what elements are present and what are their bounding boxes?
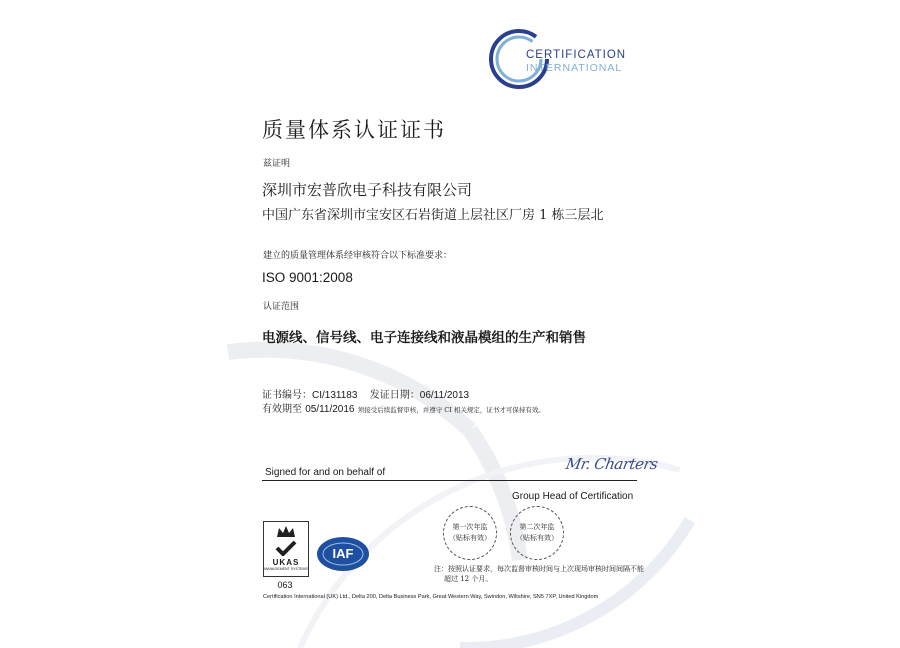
note-line2: 超过 12 个月。 (444, 575, 493, 583)
surveillance-note (434, 564, 644, 584)
tick-icon (275, 540, 297, 556)
certificate-number-label: 证书编号： (262, 390, 312, 401)
certificate-info (262, 386, 469, 401)
second-stamp-line1: 第二次年监 (519, 523, 555, 531)
company-address: 中国广东省深圳市宝安区石岩街道上层社区厂房 1 栋三层北 (262, 208, 604, 223)
issue-date: 06/11/2013 (419, 390, 470, 401)
first-annual-stamp (443, 506, 497, 560)
certificate-number: CI/131183 (312, 390, 358, 401)
ukas-sub: MANAGEMENT SYSTEMS (264, 567, 308, 571)
signature: Mr. Charters (564, 455, 660, 473)
first-stamp-line1: 第一次年监 (452, 523, 488, 531)
validity-info (262, 400, 545, 415)
signed-for-label: Signed for and on behalf of (265, 467, 386, 478)
signatory-role: Group Head of Certification (512, 491, 634, 502)
logo-line-international: INTERNATIONAL (526, 62, 623, 74)
second-stamp-line2: （贴标有效） (516, 534, 558, 542)
company-name: 深圳市宏普欣电子科技有限公司 (262, 181, 473, 199)
certificate-title: 质量体系认证证书 (262, 118, 446, 142)
established-statement: 建立的质量管理体系经审核符合以下标准要求： (263, 251, 453, 261)
scope-text: 电源线、信号线、电子连接线和液晶模组的生产和销售 (262, 330, 586, 346)
valid-until-date: 05/11/2016 (305, 404, 355, 415)
ukas-mark (263, 521, 313, 590)
note-line1: 注：按照认证要求，每次监督审核时间与上次现场审核时间间隔不能 (434, 565, 644, 573)
valid-until-label: 有效期至 (262, 404, 302, 415)
validity-note: 须接受后续监督审核，并遵守 CI 相关规定，证书才可保持有效。 (357, 406, 545, 414)
signature-line (262, 480, 637, 481)
issue-date-label: 发证日期： (369, 390, 420, 401)
iaf-mark (316, 536, 370, 576)
certify-label: 兹证明 (263, 159, 291, 169)
logo-line-certification: CERTIFICATION (526, 49, 627, 61)
standard-name: ISO 9001:2008 (262, 270, 353, 285)
first-stamp-line2: （贴标有效） (449, 534, 491, 542)
certification-international-logo (486, 26, 656, 96)
second-annual-stamp (510, 506, 564, 560)
iaf-label: IAF (332, 546, 354, 561)
footer-address: Certification International (UK) Ltd., Delta 200, Delta Business Park, Great Western Way, Swindon, Wiltshire, SN5 7XP, United Kingdom (263, 594, 599, 600)
ukas-label: UKAS (272, 558, 300, 567)
ukas-number: 063 (277, 580, 293, 590)
crown-icon (276, 525, 296, 539)
scope-label: 认证范围 (263, 302, 300, 312)
